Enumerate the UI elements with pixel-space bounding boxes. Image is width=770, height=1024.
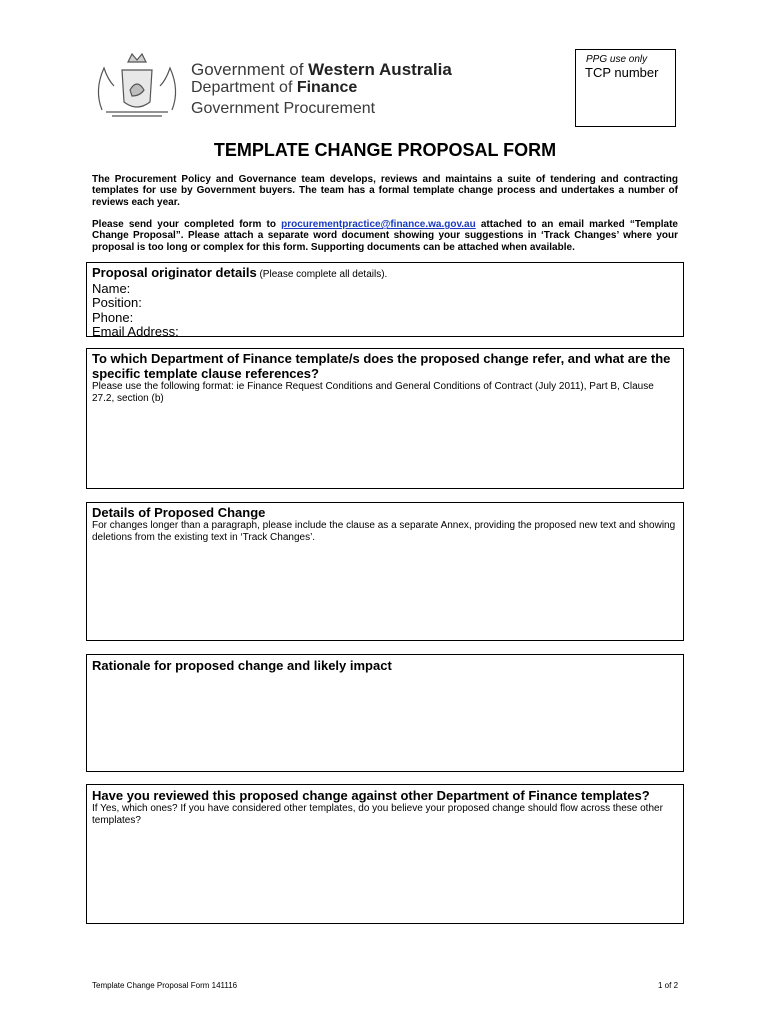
rationale-title: Rationale for proposed change and likely impact bbox=[92, 658, 392, 673]
review-note: If Yes, which ones? If you have considered other templates, do you believe your proposed change should flow across these other templates? bbox=[92, 803, 663, 826]
tcp-number-label: TCP number bbox=[585, 65, 659, 80]
intro-paragraph: The Procurement Policy and Governance team develops, reviews and maintains a suite of tendering and contracting templates for use by Government buyers. The team has a formal template change process and undertakes a number of reviews each year. bbox=[92, 174, 678, 208]
originator-section bbox=[86, 262, 684, 337]
org-line-government: Government of Western Australia bbox=[191, 60, 452, 79]
templates-question: To which Department of Finance template/s does the proposed change refer, and what are the specific template clause references? bbox=[92, 351, 671, 381]
templates-format-note: Please use the following format: ie Finance Request Conditions and General Conditions of Contract (July 2011), Part B, Clause 27.2, section (b) bbox=[92, 381, 654, 404]
name-field[interactable]: Name: bbox=[92, 281, 131, 297]
review-question: Have you reviewed this proposed change against other Department of Finance templates? bbox=[92, 788, 650, 803]
org-line-procurement: Government Procurement bbox=[191, 100, 376, 117]
email-address-field[interactable]: Email Address: bbox=[92, 323, 179, 339]
ppg-use-label: PPG use only bbox=[586, 54, 648, 65]
review-section[interactable] bbox=[86, 784, 684, 924]
details-note: For changes longer than a paragraph, please include the clause as a separate Annex, providing the proposed new text and showing deletions from the existing text in ‘Track Changes’. bbox=[92, 520, 676, 543]
footer-form-id: Template Change Proposal Form 141116 bbox=[92, 981, 238, 990]
phone-field[interactable]: Phone: bbox=[92, 309, 134, 325]
rationale-section[interactable] bbox=[86, 654, 684, 772]
org-line-department: Department of Finance bbox=[191, 79, 358, 96]
wa-crest-icon bbox=[92, 50, 182, 118]
footer-page-number: 1 of 2 bbox=[658, 981, 679, 990]
send-instructions: Please send your completed form to procurementpractice@finance.wa.gov.au attached to an email marked “Template Change Proposal”. Please attach a separate word document showing your suggestions in ‘Track Changes’ where your proposal is too long or complex for this form. Supporting documents can be attached when available. bbox=[92, 219, 678, 253]
email-link[interactable]: procurementpractice@finance.wa.gov.au bbox=[281, 219, 476, 230]
originator-note: (Please complete all details). bbox=[256, 269, 388, 280]
templates-section[interactable] bbox=[86, 348, 684, 489]
position-field[interactable]: Position: bbox=[92, 295, 142, 311]
originator-title: Proposal originator details bbox=[92, 265, 257, 280]
form-title: TEMPLATE CHANGE PROPOSAL FORM bbox=[213, 140, 557, 160]
details-title: Details of Proposed Change bbox=[92, 505, 266, 520]
details-section[interactable] bbox=[86, 502, 684, 641]
